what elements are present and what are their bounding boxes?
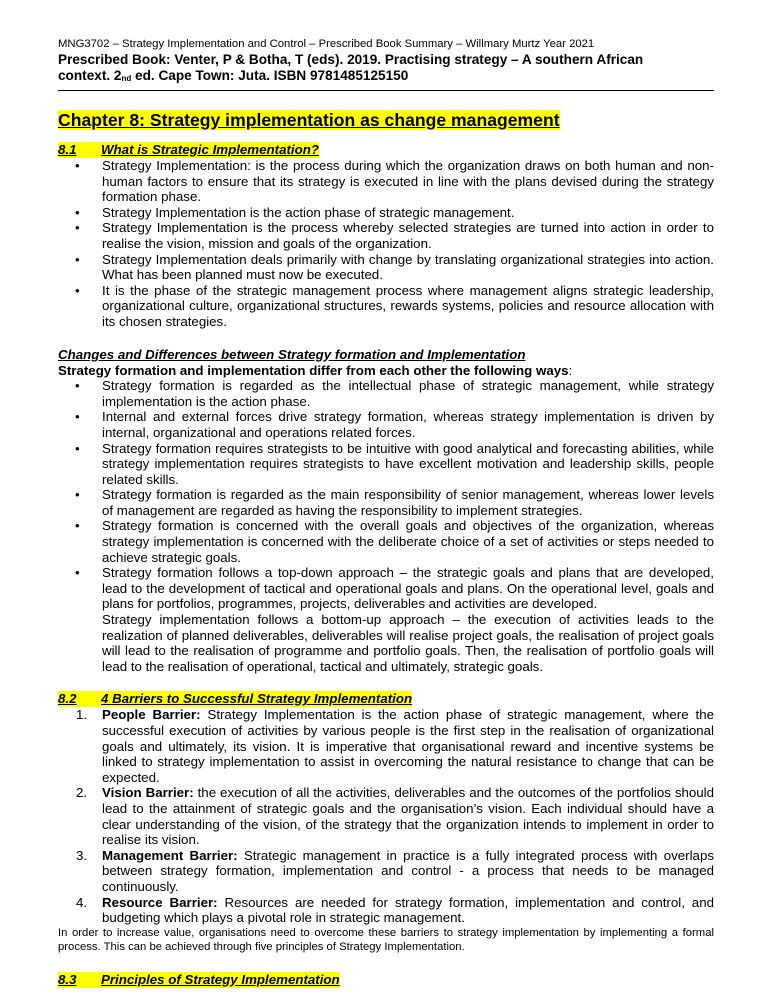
changes-bullets — [58, 378, 714, 674]
book-reference-line-1: Prescribed Book: Venter, P & Botha, T (eds). 2019. Practising strategy – A southern African — [58, 52, 644, 67]
list-item: 3. Management Barrier: Strategic management in practice is a fully integrated process with overlaps between strategy formation, implementation and control - a process that needs to be managed continuously. — [76, 847, 714, 894]
list-item: • Strategy formation follows a top-down approach – the strategic goals and plans that are developed, lead to the development of tactical and operational goals and plans. On the operational level, goals and plans for portfolios, programmes, projects, deliverables and activities are developed. Strategy implementation follows a bottom-up approach – the execution of activities leads to the realization of planned deliverables, deliverables will realise project goals, the realisation of project goals will lead to the realisation of programme and portfolio goals. Then, the realisation of portfolio goals will lead to the realisation of operational, tactical and ultimately, strategic goals. — [58, 565, 714, 674]
barriers-closing-paragraph: In order to increase value, organisations need to overcome these barriers to strategy implementation by implementing a formal process. This can be achieved through five principles of Strategy Implementation. — [58, 926, 714, 954]
changes-lead: Strategy formation and implementation differ from each other the following ways: — [58, 362, 573, 378]
list-item: • Strategy Implementation: is the process during which the organization draws on both human and non-human factors to ensure that its strategy is executed in line with the plans devised during the strategy formation phase. — [58, 158, 714, 205]
section-8-1-heading: 8.1 What is Strategic Implementation? — [58, 142, 319, 157]
list-item: • Strategy formation requires strategists to be intuitive with good analytical and forecasting abilities, while strategy implementation requires strategists to have excellent motivation and leadership skills, people related skills. — [58, 441, 714, 488]
chapter-title: Chapter 8: Strategy implementation as change management — [58, 110, 560, 130]
bottom-up-paragraph: Strategy implementation follows a bottom-up approach – the execution of activities leads to the realization of planned deliverables, deliverables will realise project goals, the realisation of project goals will lead to the realisation of programme and portfolio goals. Then, the realisation of portfolio goals will lead to the realisation of operational, tactical and ultimately, strategic goals. — [102, 612, 714, 674]
list-item: 2. Vision Barrier: the execution of all the activities, deliverables and the outcomes of the portfolios should lead to the attainment of strategic goals and the organisation’s vision. Each individual should have a clear understanding of the vision, of the strategy that the organization intends to implement in order to realise its vision. — [76, 785, 715, 848]
list-item: • Strategy Implementation is the process whereby selected strategies are turned into action in order to realise the vision, mission and goals of the organization. — [58, 220, 714, 251]
course-header: MNG3702 – Strategy Implementation and Control – Prescribed Book Summary – Willmary Murtz Year 2021 — [58, 38, 595, 50]
list-item: • Strategy formation is regarded as the main responsibility of senior management, whereas lower levels of management are regarded as having the responsibility to implement strategies. — [58, 487, 714, 518]
list-item: • Internal and external forces drive strategy formation, whereas strategy implementation is driven by internal, organizational and operations related forces. — [58, 409, 714, 440]
section-8-3-heading: 8.3 Principles of Strategy Implementation — [58, 971, 340, 987]
book-reference — [58, 52, 714, 87]
list-item: 4. Resource Barrier: Resources are needed for strategy formation, implementation and control, and budgeting which plays a pivotal role in strategic management. — [76, 894, 714, 926]
book-reference-line-2: context. $2_{nd}$ ed. Cape Town: Juta. ISBN 9781485125150 — [58, 68, 409, 83]
list-item: • Strategy formation is regarded as the intellectual phase of strategic management, while strategy implementation is the action phase. — [58, 378, 714, 409]
changes-heading: Changes and Differences between Strategy formation and Implementation — [58, 346, 526, 362]
document-page — [58, 36, 714, 988]
section-8-2-heading: 8.2 4 Barriers to Successful Strategy Implementation — [58, 691, 413, 707]
list-item: • It is the phase of the strategic management process where management aligns strategic leadership, organizational culture, organizational structures, rewards systems, policies and resource allocation with its chosen strategies. — [58, 283, 714, 330]
section-8-1-bullets — [58, 158, 714, 330]
list-item: • Strategy Implementation deals primarily with change by translating organizational strategies into action. What has been planned must now be executed. — [58, 252, 714, 283]
list-item: • Strategy Implementation is the action phase of strategic management. — [58, 205, 714, 221]
list-item: 1. People Barrier: Strategy Implementation is the action phase of strategic management, where the successful execution of activities by various people is the first step in the realisation of organizational goals and ultimately, its vision. It is imperative that organisational reward and incentive systems be linked to strategy implementation to assist in overcoming the natural resistance to change that can be expected. — [76, 707, 714, 785]
header-rule — [58, 90, 714, 91]
barriers-list — [58, 707, 714, 925]
list-item: • Strategy formation is concerned with the overall goals and objectives of the organization, whereas strategy implementation is concerned with the deliberate choice of a set of activities or steps needed to achieve strategic goals. — [58, 518, 714, 565]
